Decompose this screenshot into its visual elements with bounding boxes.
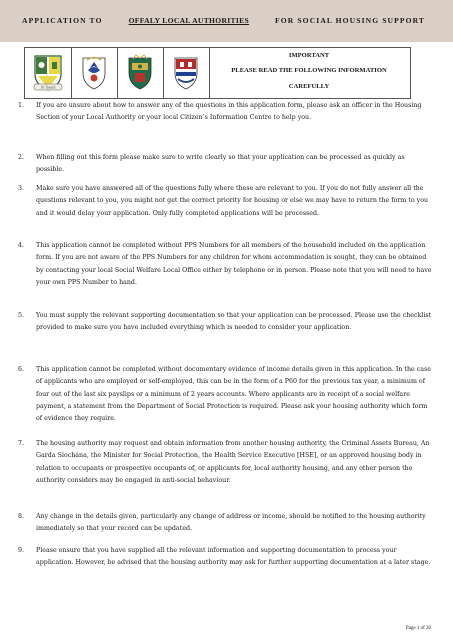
crest-cell-offaly xyxy=(25,48,72,98)
item-number: 2. xyxy=(18,154,25,161)
important-heading: IMPORTANT xyxy=(288,52,330,59)
important-instruction: PLEASE READ THE FOLLOWING INFORMATION xyxy=(231,67,387,74)
item-number: 3. xyxy=(18,185,25,192)
item-text: The housing authority may request and obtain information from another housing authority, the Criminal Assets Bureau, An Garda Síochána, the Minister for Social Protection, the Health Service Executive [HSE], or an approved housing body in relation to occupants or prospective occupants of, or applicants for, local authority housing, and any other person the authority considers may be engaged in anti-social behaviour. xyxy=(36,440,430,484)
crest-motto: Ar Tosach xyxy=(40,85,56,90)
item-text: This application cannot be completed without documentary evidence of income details given in this application. In the case of applicants who are employed or self-employed, this can be in the form of a P60 for the previous tax year, a minimum of four out of the last six payslips or a minimum of 2 years accounts. Where applicants are in receipt of a social welfare payment, a statement from the Department of Social Protection is required. Please ask your housing authority which form of evidence they require. xyxy=(36,366,432,423)
important-notice xyxy=(208,47,411,99)
item-text: Any change in the details given, particularly any change of address or income, should be notified to the housing authority immediately so that your record can be updated. xyxy=(36,513,426,533)
crest-cell-2 xyxy=(71,48,118,98)
item-text: This application cannot be completed without PPS Numbers for all members of the household included on the application form. If you are not aware of the PPS Numbers for any children for whom accommodation is sought, they can be obtained by contacting your local Social Welfare Local Office either by telephone or in person. Please note that you will need to have your own PPS Number to hand. xyxy=(36,242,432,286)
item-number: 9. xyxy=(18,547,25,554)
form-title xyxy=(22,16,442,25)
item-text: You must supply the relevant supporting documentation so that your application can be processed. Please use the checklist provided to make sure you have included everything which is needed to consider your application. xyxy=(36,312,432,332)
county-crest-icon xyxy=(78,54,110,92)
title-authority: OFFALY LOCAL AUTHORITIES xyxy=(128,16,250,25)
offaly-crest-icon xyxy=(32,54,64,92)
title-prefix: APPLICATION TO xyxy=(22,16,103,25)
item-number: 6. xyxy=(18,366,25,373)
item-text: If you are unsure about how to answer any of the questions in this application form, please ask an officer in the Housing Section of your Local Authority or your local Citizen’s Information Centre to help you. xyxy=(36,102,422,122)
item-text: Please ensure that you have supplied all the relevant information and supporting documentation to process your application. However, be advised that the housing authority may ask for further supporting documentation at a later stage. xyxy=(36,547,431,567)
item-number: 4. xyxy=(18,242,25,249)
item-number: 1. xyxy=(18,102,25,109)
item-text: Make sure you have answered all of the questions fully where these are relevant to you. If you do not fully answer all the questions relevant to you, you might not get the correct priority for housing or else we may have to return the form to you and it would delay your application. Only fully completed applications will be processed. xyxy=(36,185,429,217)
item-number: 5. xyxy=(18,312,25,319)
borough-crest-icon xyxy=(170,54,202,92)
page-number: Page 1 of 20 xyxy=(405,626,431,631)
crest-cell-3 xyxy=(117,48,164,98)
town-crest-icon xyxy=(124,54,156,92)
item-number: 8. xyxy=(18,513,25,520)
important-carefully: CAREFULLY xyxy=(288,83,330,90)
crest-cell-4 xyxy=(163,48,209,98)
crest-panel xyxy=(24,47,210,99)
item-text: When filling out this form please make sure to write clearly so that your application can be processed as quickly as possible. xyxy=(36,154,405,174)
title-suffix: FOR SOCIAL HOUSING SUPPORT xyxy=(275,16,426,25)
item-number: 7. xyxy=(18,440,25,447)
